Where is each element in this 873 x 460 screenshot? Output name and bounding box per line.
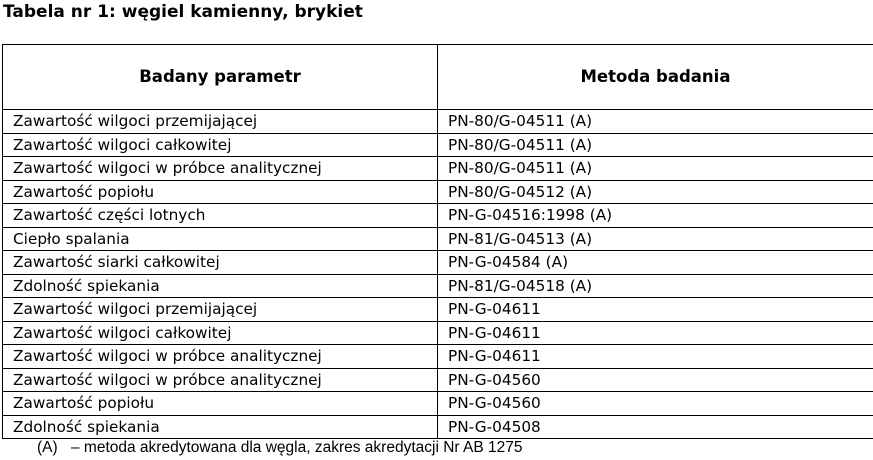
method-cell: PN-80/G-04511 (A) <box>438 157 873 181</box>
table-row <box>3 157 873 181</box>
table-row <box>3 251 873 275</box>
table-header-row <box>3 45 873 110</box>
method-cell: PN-G-04560 <box>438 392 873 416</box>
table-title: Tabela nr 1: węgiel kamienny, brykiet <box>3 2 363 22</box>
parameter-cell: Zawartość części lotnych <box>3 204 438 228</box>
method-cell: PN-G-04584 (A) <box>438 251 873 275</box>
table-row <box>3 345 873 369</box>
table-row <box>3 392 873 416</box>
method-cell: PN-G-04516:1998 (A) <box>438 204 873 228</box>
method-cell: PN-81/G-04518 (A) <box>438 274 873 298</box>
parameter-cell: Zawartość wilgoci w próbce analitycznej <box>3 345 438 369</box>
table-row <box>3 204 873 228</box>
table-row <box>3 110 873 134</box>
parameter-cell: Zdolność spiekania <box>3 274 438 298</box>
table-row <box>3 133 873 157</box>
method-cell: PN-80/G-04512 (A) <box>438 180 873 204</box>
footnote <box>37 438 522 458</box>
table-row <box>3 321 873 345</box>
table-row <box>3 180 873 204</box>
parameter-cell: Zawartość wilgoci w próbce analitycznej <box>3 368 438 392</box>
parameter-cell: Zawartość wilgoci całkowitej <box>3 133 438 157</box>
table-row <box>3 415 873 439</box>
parameter-cell: Zdolność spiekania <box>3 415 438 439</box>
method-cell: PN-81/G-04513 (A) <box>438 227 873 251</box>
parameter-cell: Zawartość wilgoci przemijającej <box>3 110 438 134</box>
method-cell: PN-G-04611 <box>438 345 873 369</box>
table-row <box>3 274 873 298</box>
footnote-text: – metoda akredytowana dla węgla, zakres akredytacji Nr AB 1275 <box>71 439 523 456</box>
header-parameter: Badany parametr <box>3 45 438 110</box>
method-cell: PN-G-04611 <box>438 298 873 322</box>
header-method: Metoda badania <box>438 45 873 110</box>
table-row <box>3 368 873 392</box>
footnote-mark: (A) <box>37 439 58 456</box>
parameter-cell: Zawartość siarki całkowitej <box>3 251 438 275</box>
parameter-cell: Zawartość wilgoci przemijającej <box>3 298 438 322</box>
method-cell: PN-G-04611 <box>438 321 873 345</box>
parameter-cell: Zawartość wilgoci w próbce analitycznej <box>3 157 438 181</box>
table-row <box>3 227 873 251</box>
parameter-cell: Zawartość popiołu <box>3 392 438 416</box>
method-cell: PN-G-04560 <box>438 368 873 392</box>
method-cell: PN-80/G-04511 (A) <box>438 133 873 157</box>
table-body <box>3 110 873 439</box>
parameters-table <box>2 44 873 439</box>
parameter-cell: Ciepło spalania <box>3 227 438 251</box>
method-cell: PN-G-04508 <box>438 415 873 439</box>
parameter-cell: Zawartość popiołu <box>3 180 438 204</box>
method-cell: PN-80/G-04511 (A) <box>438 110 873 134</box>
parameter-cell: Zawartość wilgoci całkowitej <box>3 321 438 345</box>
table-row <box>3 298 873 322</box>
